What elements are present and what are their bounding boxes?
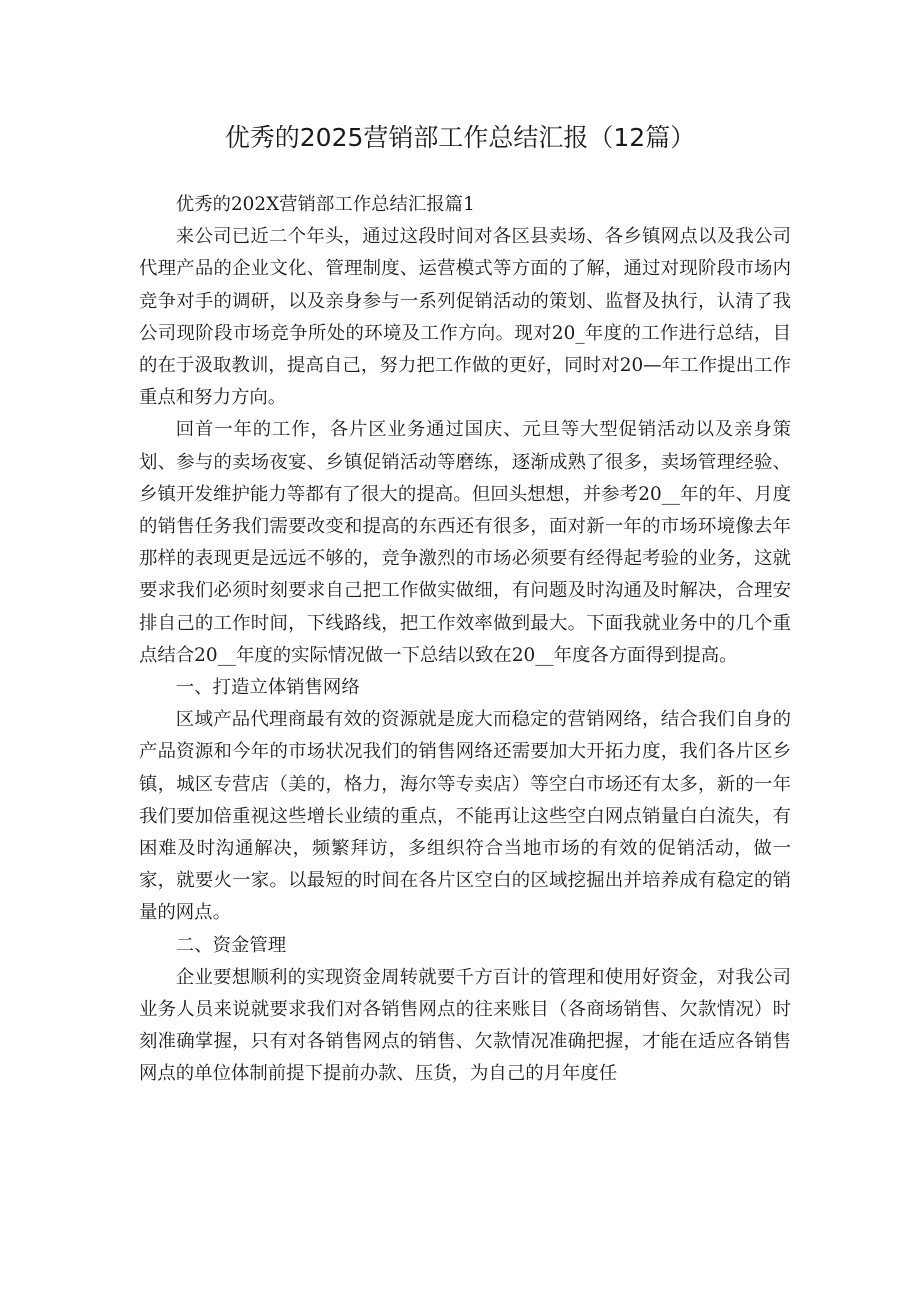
section-title: 优秀的202X营销部工作总结汇报篇1 — [175, 194, 475, 215]
section-heading: 一、打造立体销售网络 — [175, 677, 360, 699]
document-title: 优秀的2025营销部工作总结汇报（12篇） — [224, 123, 696, 152]
paragraph: 来公司已近二个年头，通过这段时间对各区县卖场、各乡镇网点以及我公司代理产品的企业文化、管理制度、运营模式等方面的了解，通过对现阶段市场内竞争对手的调研，以及亲身参与一系列促销活动的策划、监督及执行，认清了我公司现阶段市场竞争所处的环境及工作方向。现对20_年度的工作进行总结，目的在于汲取教训，提高自己，努力把工作做的更好，同时对20—年工作提出工作重点和努力方向。 — [139, 226, 791, 409]
paragraph: 企业要想顺利的实现资金周转就要千方百计的管理和使用好资金，对我公司业务人员来说就要求我们对各销售网点的往来账目（各商场销售、欠款情况）时刻准确掌握，只有对各销售网点的销售、欠款情况准确把握，才能在适应各销售网点的单位体制前提下提前办款、压货，为自己的月年度任 — [139, 966, 791, 1085]
section-heading: 二、资金管理 — [175, 934, 287, 956]
document-body — [139, 189, 791, 1091]
paragraph: 区域产品代理商最有效的资源就是庞大而稳定的营销网络，结合我们自身的产品资源和今年的市场状况我们的销售网络还需要加大开拓力度，我们各片区乡镇，城区专营店（美的，格力，海尔等专卖店）等空白市场还有太多，新的一年我们要加倍重视这些增长业绩的重点，不能再让这些空白网点销量白白流失，有困难及时沟通解决，频繁拜访，多组织符合当地市场的有效的促销活动，做一家，就要火一家。以最短的时间在各片区空白的区域挖掘出并培养成有稳定的销量的网点。 — [139, 709, 791, 924]
paragraph: 回首一年的工作，各片区业务通过国庆、元旦等大型促销活动以及亲身策划、参与的卖场夜宴、乡镇促销活动等磨练，逐渐成熟了很多，卖场管理经验、乡镇开发维护能力等都有了很大的提高。但回头想想，并参考20__年的年、月度的销售任务我们需要改变和提高的东西还有很多，面对新一年的市场环境像去年那样的表现更是远远不够的，竞争激烈的市场必须要有经得起考验的业务，这就要求我们必须时刻要求自己把工作做实做细，有问题及时沟通及时解决，合理安排自己的工作时间，下线路线，把工作效率做到最大。下面我就业务中的几个重点结合20__年度的实际情况做一下总结以致在20__年度各方面得到提高。 — [139, 419, 791, 666]
